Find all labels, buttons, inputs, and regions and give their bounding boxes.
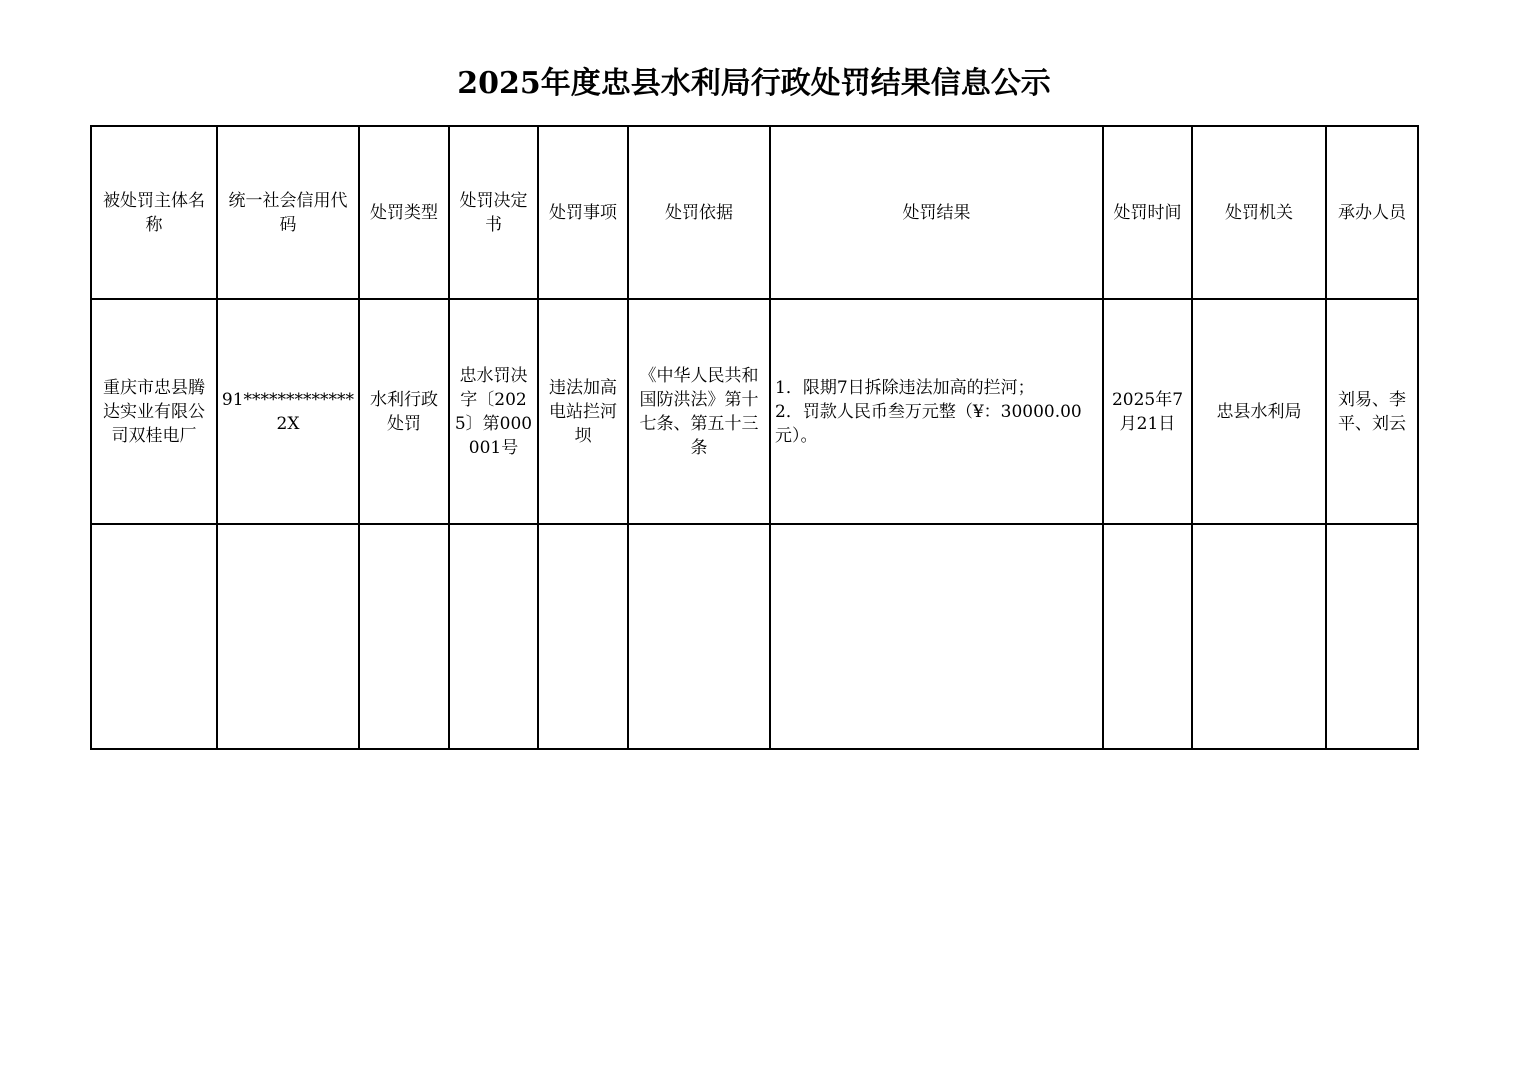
empty-cell xyxy=(217,524,359,749)
cell-authority: 忠县水利局 xyxy=(1192,299,1326,524)
cell-entity: 重庆市忠县腾达实业有限公司双桂电厂 xyxy=(91,299,217,524)
empty-cell xyxy=(1326,524,1418,749)
empty-cell xyxy=(628,524,770,749)
empty-cell xyxy=(1192,524,1326,749)
empty-cell xyxy=(449,524,538,749)
cell-decision: 忠水罚决字〔2025〕第000001号 xyxy=(449,299,538,524)
header-decision: 处罚决定书 xyxy=(449,126,538,299)
header-date: 处罚时间 xyxy=(1103,126,1192,299)
cell-basis: 《中华人民共和国防洪法》第十七条、第五十三条 xyxy=(628,299,770,524)
cell-result xyxy=(770,299,1103,524)
empty-cell xyxy=(91,524,217,749)
header-basis: 处罚依据 xyxy=(628,126,770,299)
penalty-table xyxy=(90,125,1419,750)
cell-date: 2025年7月21日 xyxy=(1103,299,1192,524)
result-line-2: 2．罚款人民币叁万元整（¥：30000.00元）。 xyxy=(775,401,1082,446)
cell-type: 水利行政处罚 xyxy=(359,299,449,524)
table-row xyxy=(91,299,1418,524)
header-matter: 处罚事项 xyxy=(538,126,628,299)
cell-staff: 刘易、李平、刘云 xyxy=(1326,299,1418,524)
header-result: 处罚结果 xyxy=(770,126,1103,299)
table-row-empty xyxy=(91,524,1418,749)
header-type: 处罚类型 xyxy=(359,126,449,299)
cell-matter: 违法加高电站拦河坝 xyxy=(538,299,628,524)
header-credit-code: 统一社会信用代码 xyxy=(217,126,359,299)
header-authority: 处罚机关 xyxy=(1192,126,1326,299)
cell-credit-code: 91*************2X xyxy=(217,299,359,524)
result-line-1: 1．限期7日拆除违法加高的拦河； xyxy=(775,377,1035,398)
table-header-row xyxy=(91,126,1418,299)
empty-cell xyxy=(359,524,449,749)
empty-cell xyxy=(770,524,1103,749)
empty-cell xyxy=(1103,524,1192,749)
header-staff: 承办人员 xyxy=(1326,126,1418,299)
page-title: 2025年度忠县水利局行政处罚结果信息公示 xyxy=(457,66,1051,101)
header-entity: 被处罚主体名称 xyxy=(91,126,217,299)
empty-cell xyxy=(538,524,628,749)
